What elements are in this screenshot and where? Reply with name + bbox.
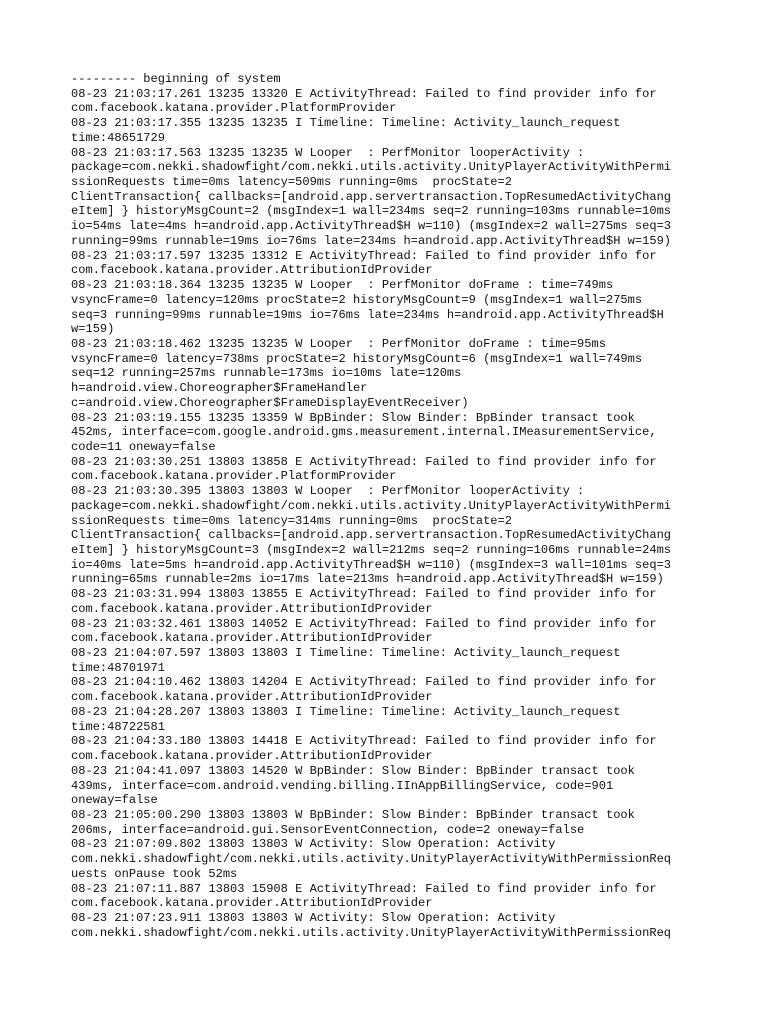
log-line: com.facebook.katana.provider.PlatformProvider — [71, 469, 397, 484]
log-line: w=159) — [71, 322, 115, 337]
log-line: ClientTransaction{ callbacks=[android.app.servertransaction.TopResumedActivityChang — [71, 189, 672, 204]
log-line: 08-23 21:04:28.207 13803 13803 I Timeline: Timeline: Activity_launch_request — [71, 704, 621, 719]
log-line: package=com.nekki.shadowfight/com.nekki.utils.activity.UnityPlayerActivityWithPermi — [71, 160, 672, 175]
log-line: 08-23 21:04:33.180 13803 14418 E ActivityThread: Failed to find provider info for — [71, 734, 657, 749]
log-line: com.facebook.katana.provider.AttributionIdProvider — [71, 690, 433, 705]
log-line: 452ms, interface=com.google.android.gms.measurement.internal.IMeasurementService, — [71, 425, 657, 440]
log-text-block — [71, 72, 761, 940]
log-line: com.facebook.katana.provider.AttributionIdProvider — [71, 263, 433, 278]
log-line: oneway=false — [71, 793, 158, 808]
log-line: 206ms, interface=android.gui.SensorEventConnection, code=2 oneway=false — [71, 822, 585, 837]
log-line: package=com.nekki.shadowfight/com.nekki.utils.activity.UnityPlayerActivityWithPermi — [71, 498, 672, 513]
log-line: com.facebook.katana.provider.AttributionIdProvider — [71, 601, 433, 616]
log-line: 08-23 21:04:07.597 13803 13803 I Timeline: Timeline: Activity_launch_request — [71, 646, 621, 661]
log-line: 08-23 21:03:18.462 13235 13235 W Looper : PerfMonitor doFrame : time=95ms — [71, 336, 606, 351]
log-line: time:48701971 — [71, 660, 165, 675]
log-line: --------- beginning of system — [71, 72, 281, 86]
log-line: 08-23 21:03:32.461 13803 14052 E ActivityThread: Failed to find provider info for — [71, 616, 657, 631]
log-line: ssionRequests time=0ms latency=509ms running=0ms procState=2 — [71, 175, 512, 190]
log-line: 08-23 21:03:30.395 13803 13803 W Looper : PerfMonitor looperActivity : — [71, 484, 585, 499]
log-line: 08-23 21:07:23.911 13803 13803 W Activity: Slow Operation: Activity — [71, 910, 556, 925]
log-line: 08-23 21:04:41.097 13803 14520 W BpBinder: Slow Binder: BpBinder transact took — [71, 763, 635, 778]
log-line: 439ms, interface=com.android.vending.billing.IInAppBillingService, code=901 — [71, 778, 614, 793]
log-line: com.nekki.shadowfight/com.nekki.utils.activity.UnityPlayerActivityWithPermissionReq — [71, 852, 672, 867]
log-line: com.facebook.katana.provider.AttributionIdProvider — [71, 749, 433, 764]
log-line: 08-23 21:03:17.261 13235 13320 E ActivityThread: Failed to find provider info for — [71, 86, 657, 101]
log-line: vsyncFrame=0 latency=120ms procState=2 historyMsgCount=9 (msgIndex=1 wall=275ms — [71, 292, 643, 307]
log-line: ClientTransaction{ callbacks=[android.app.servertransaction.TopResumedActivityChang — [71, 528, 672, 543]
log-line: 08-23 21:05:00.290 13803 13803 W BpBinder: Slow Binder: BpBinder transact took — [71, 807, 635, 822]
log-line: 08-23 21:04:10.462 13803 14204 E ActivityThread: Failed to find provider info for — [71, 675, 657, 690]
log-line: time:48651729 — [71, 130, 165, 145]
log-line: 08-23 21:03:30.251 13803 13858 E ActivityThread: Failed to find provider info for — [71, 454, 657, 469]
log-line: com.facebook.katana.provider.AttributionIdProvider — [71, 896, 433, 911]
log-line: com.facebook.katana.provider.AttributionIdProvider — [71, 631, 433, 646]
log-line: seq=3 running=99ms runnable=19ms io=76ms late=234ms h=android.app.ActivityThread$H — [71, 307, 664, 322]
log-line: 08-23 21:07:11.887 13803 15908 E ActivityThread: Failed to find provider info for — [71, 881, 657, 896]
log-line: running=65ms runnable=2ms io=17ms late=213ms h=android.app.ActivityThread$H w=159) — [71, 572, 664, 587]
log-line: uests onPause took 52ms — [71, 866, 238, 881]
log-line: com.nekki.shadowfight/com.nekki.utils.activity.UnityPlayerActivityWithPermissionReq — [71, 925, 672, 940]
log-line: eItem] } historyMsgCount=2 (msgIndex=1 wall=234ms seq=2 running=103ms runnable=10ms — [71, 204, 672, 219]
log-line: 08-23 21:03:18.364 13235 13235 W Looper : PerfMonitor doFrame : time=749ms — [71, 278, 614, 293]
log-line: 08-23 21:03:17.563 13235 13235 W Looper : PerfMonitor looperActivity : — [71, 145, 585, 160]
log-line: eItem] } historyMsgCount=3 (msgIndex=2 wall=212ms seq=2 running=106ms runnable=24ms — [71, 543, 672, 557]
log-line: 08-23 21:03:19.155 13235 13359 W BpBinder: Slow Binder: BpBinder transact took — [71, 410, 635, 425]
log-line: c=android.view.Choreographer$FrameDisplayEventReceiver) — [71, 395, 469, 410]
log-line: io=54ms late=4ms h=android.app.ActivityThread$H w=110) (msgIndex=2 wall=275ms seq=3 — [71, 219, 672, 234]
log-line: h=android.view.Choreographer$FrameHandler — [71, 381, 368, 396]
log-line: vsyncFrame=0 latency=738ms procState=2 historyMsgCount=6 (msgIndex=1 wall=749ms — [71, 351, 643, 366]
log-line: seq=12 running=257ms runnable=173ms io=10ms late=120ms — [71, 366, 462, 381]
log-line: io=40ms late=5ms h=android.app.ActivityThread$H w=110) (msgIndex=3 wall=101ms seq=3 — [71, 557, 672, 572]
log-line: code=11 oneway=false — [71, 439, 216, 454]
log-line: 08-23 21:03:31.994 13803 13855 E ActivityThread: Failed to find provider info for — [71, 587, 657, 602]
log-line: 08-23 21:03:17.597 13235 13312 E ActivityThread: Failed to find provider info for — [71, 248, 657, 263]
log-line: time:48722581 — [71, 719, 165, 734]
log-line: ssionRequests time=0ms latency=314ms running=0ms procState=2 — [71, 513, 512, 528]
log-line: 08-23 21:03:17.355 13235 13235 I Timeline: Timeline: Activity_launch_request — [71, 116, 621, 131]
log-line: com.facebook.katana.provider.PlatformProvider — [71, 101, 397, 116]
log-line: 08-23 21:07:09.802 13803 13803 W Activity: Slow Operation: Activity — [71, 837, 556, 852]
log-line: running=99ms runnable=19ms io=76ms late=234ms h=android.app.ActivityThread$H w=159) — [71, 233, 672, 248]
